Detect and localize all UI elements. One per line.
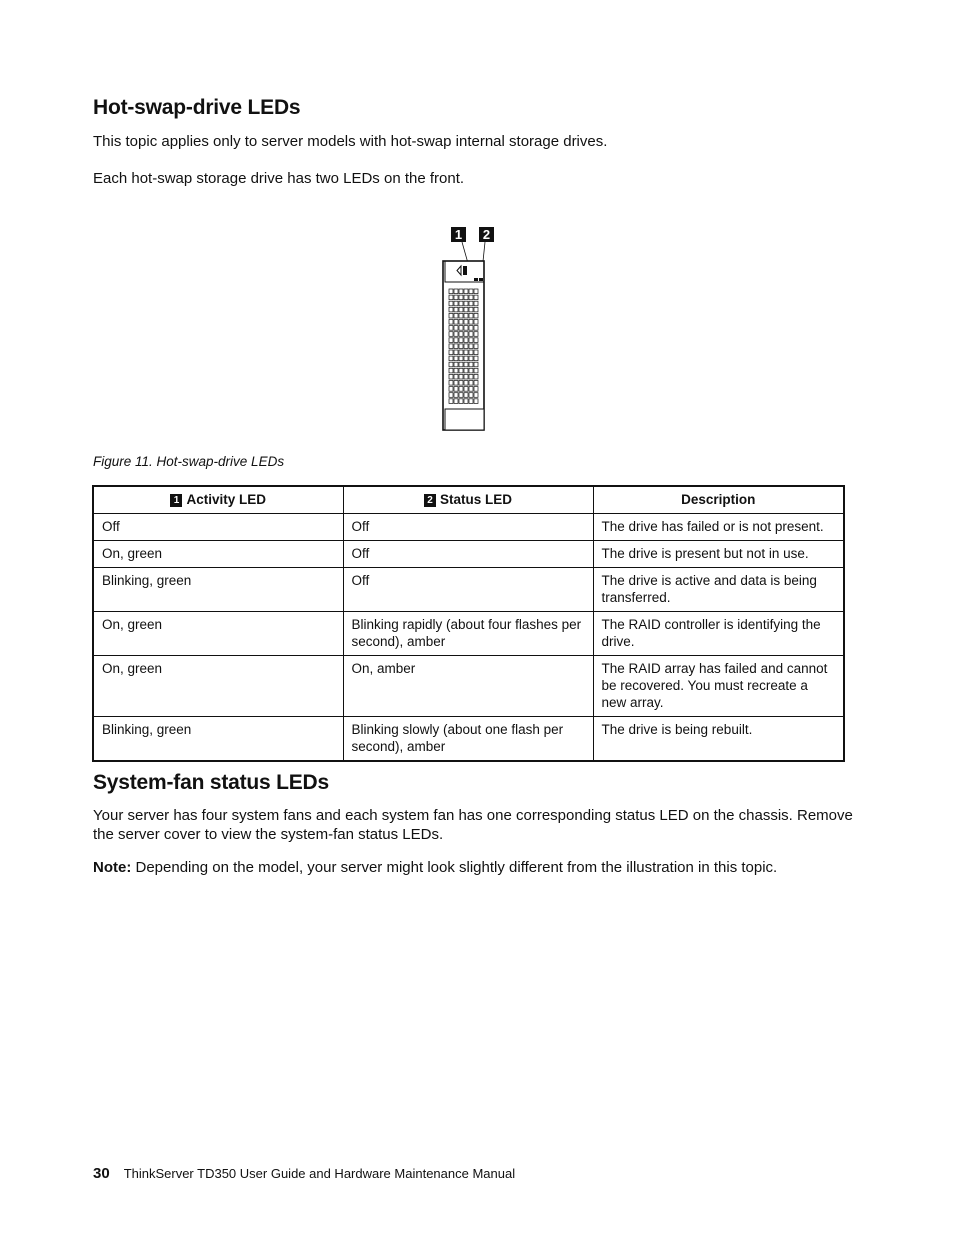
description-cell: The RAID array has failed and cannot be recovered. You must recreate a new array. [593, 656, 844, 717]
section-title-system-fan-status-leds: System-fan status LEDs [93, 771, 330, 794]
status-led-column-header [343, 486, 593, 514]
description-cell: The drive is active and data is being transferred. [593, 568, 844, 612]
status-cell: Off [343, 568, 593, 612]
status-cell: Off [343, 541, 593, 568]
table-row [93, 568, 844, 612]
table-header-row [93, 486, 844, 514]
table-row [93, 717, 844, 762]
section-title-hot-swap-drive-leds: Hot-swap-drive LEDs [93, 96, 301, 119]
activity-cell: Off [93, 514, 343, 541]
hot-swap-drive-figure [436, 224, 502, 434]
note-text: Depending on the model, your server might look slightly different from the illustration in this topic. [131, 859, 778, 876]
description-cell: The RAID controller is identifying the drive. [593, 612, 844, 656]
intro-paragraph: This topic applies only to server models with hot-swap internal storage drives. [93, 133, 608, 150]
callout-1-marker [451, 227, 466, 242]
activity-cell: On, green [93, 612, 343, 656]
status-led-header-label: Status LED [439, 492, 512, 507]
callout-1-label: 1 [454, 227, 463, 242]
activity-cell: On, green [93, 541, 343, 568]
table-row [93, 656, 844, 717]
note-label: Note: [93, 859, 132, 876]
callout-1-badge: 1 [170, 494, 182, 507]
status-led-icon [479, 278, 483, 281]
description-cell: The drive has failed or is not present. [593, 514, 844, 541]
activity-led-column-header [93, 486, 343, 514]
activity-led-icon [474, 278, 478, 281]
figure-caption: Figure 11. Hot-swap-drive LEDs [93, 454, 285, 469]
table-row [93, 514, 844, 541]
description-cell: The drive is being rebuilt. [593, 717, 844, 762]
activity-cell: Blinking, green [93, 568, 343, 612]
description-column-header: Description [593, 486, 844, 514]
status-cell: Off [343, 514, 593, 541]
activity-led-header-label: Activity LED [186, 492, 267, 507]
table-row [93, 541, 844, 568]
hot-swap-drive-led-table [92, 485, 845, 762]
status-cell: On, amber [343, 656, 593, 717]
system-fan-paragraph: Your server has four system fans and each system fan has one corresponding status LED on the chassis. Remove the server cover to view the system-fan status LEDs. [93, 807, 853, 843]
table-row [93, 612, 844, 656]
activity-cell: Blinking, green [93, 717, 343, 762]
status-cell: Blinking slowly (about one flash per second), amber [343, 717, 593, 762]
note-paragraph [93, 858, 853, 877]
callout-2-marker [479, 227, 494, 242]
page-number: 30 [93, 1165, 110, 1182]
description-cell: The drive is present but not in use. [593, 541, 844, 568]
activity-cell: On, green [93, 656, 343, 717]
manual-title: ThinkServer TD350 User Guide and Hardware Maintenance Manual [123, 1166, 516, 1181]
callout-2-badge: 2 [424, 494, 436, 507]
drive-illustration [436, 224, 502, 434]
front-leds-paragraph: Each hot-swap storage drive has two LEDs on the front. [93, 170, 465, 187]
status-cell: Blinking rapidly (about four flashes per second), amber [343, 612, 593, 656]
page-footer [93, 1165, 515, 1182]
callout-2-label: 2 [482, 227, 491, 242]
